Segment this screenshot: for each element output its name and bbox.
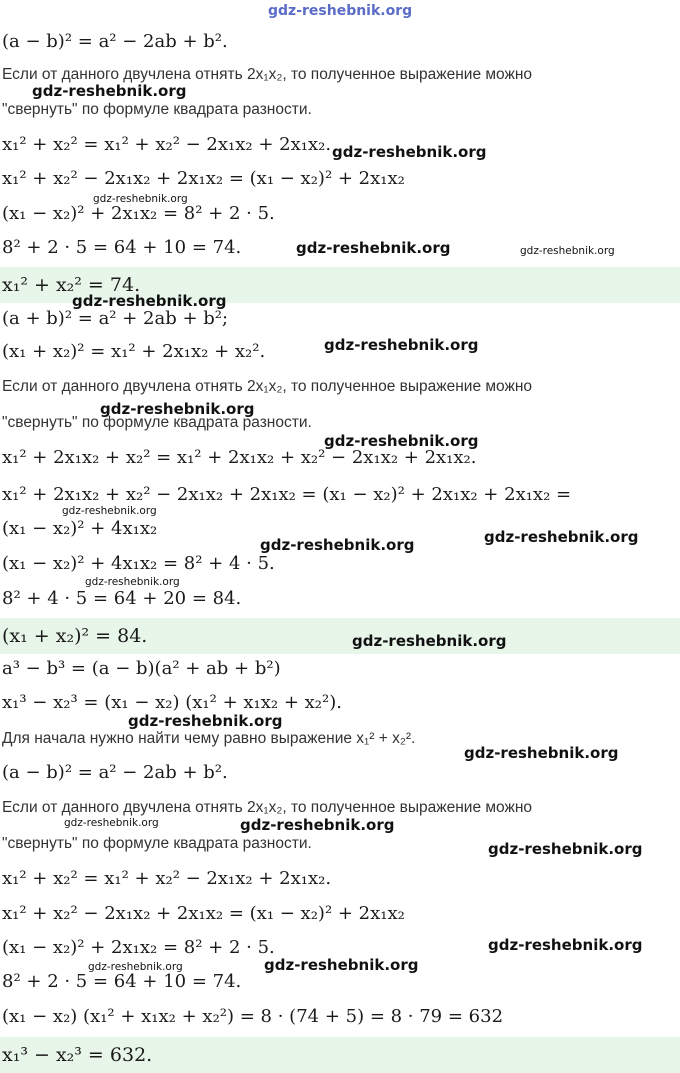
formula-line: x₁² + x₂² = x₁² + x₂² − 2x₁x₂ + 2x₁x₂.: [2, 870, 332, 888]
text-line: "свернуть" по формуле квадрата разности.: [2, 102, 312, 118]
watermark: gdz-reshebnik.org: [324, 432, 479, 450]
watermark: gdz-reshebnik.org: [240, 816, 395, 834]
watermark: gdz-reshebnik.org: [484, 528, 639, 546]
answer-line: x₁² + x₂² = 74.: [0, 267, 680, 303]
watermark: gdz-reshebnik.org: [268, 3, 413, 19]
formula-line: (x₁ − x₂)² + 2x₁x₂ = 8² + 2 · 5.: [2, 939, 275, 957]
text-line: Если от данного двучлена отнять 2x₁x₂, то полученное выражение можно: [2, 67, 533, 83]
watermark: gdz-reshebnik.org: [352, 632, 507, 650]
formula-line: (a − b)² = a² − 2ab + b².: [2, 764, 228, 782]
text-line: "свернуть" по формуле квадрата разности.: [2, 415, 312, 431]
watermark: gdz-reshebnik.org: [264, 956, 419, 974]
formula-line: x₁³ − x₂³ = (x₁ − x₂) (x₁² + x₁x₂ + x₂²).: [2, 694, 342, 712]
formula-line: x₁² + 2x₁x₂ + x₂² − 2x₁x₂ + 2x₁x₂ = (x₁ − x₂)² + 2x₁x₂ + 2x₁x₂ =: [2, 486, 572, 504]
answer-line: (x₁ + x₂)² = 84.: [0, 618, 680, 654]
formula-line: x₁² + x₂² − 2x₁x₂ + 2x₁x₂ = (x₁ − x₂)² + 2x₁x₂: [2, 905, 405, 923]
watermark: gdz-reshebnik.org: [520, 245, 615, 257]
watermark: gdz-reshebnik.org: [62, 505, 157, 517]
text-line: "свернуть" по формуле квадрата разности.: [2, 836, 312, 852]
watermark: gdz-reshebnik.org: [488, 936, 643, 954]
formula-line: 8² + 2 · 5 = 64 + 10 = 74.: [2, 239, 242, 257]
watermark: gdz-reshebnik.org: [85, 576, 180, 588]
watermark: gdz-reshebnik.org: [464, 744, 619, 762]
text-line: Если от данного двучлена отнять 2x₁x₂, то полученное выражение можно: [2, 379, 533, 395]
formula-line: 8² + 2 · 5 = 64 + 10 = 74.: [2, 973, 242, 991]
formula-line: x₁² + x₂² − 2x₁x₂ + 2x₁x₂ = (x₁ − x₂)² + 2x₁x₂: [2, 170, 405, 188]
watermark: gdz-reshebnik.org: [88, 961, 183, 973]
watermark: gdz-reshebnik.org: [296, 239, 451, 257]
answer-line: x₁³ − x₂³ = 632.: [0, 1037, 680, 1073]
watermark: gdz-reshebnik.org: [32, 82, 187, 100]
watermark: gdz-reshebnik.org: [128, 712, 283, 730]
watermark: gdz-reshebnik.org: [324, 336, 479, 354]
formula-line: x₁² + 2x₁x₂ + x₂² = x₁² + 2x₁x₂ + x₂² − 2x₁x₂ + 2x₁x₂.: [2, 449, 477, 467]
formula-line: (x₁ − x₂)² + 4x₁x₂ = 8² + 4 · 5.: [2, 555, 275, 573]
watermark: gdz-reshebnik.org: [332, 143, 487, 161]
formula-line: a³ − b³ = (a − b)(a² + ab + b²): [2, 660, 281, 678]
text-line: Если от данного двучлена отнять 2x₁x₂, то полученное выражение можно: [2, 800, 533, 816]
watermark: gdz-reshebnik.org: [100, 400, 255, 418]
watermark: gdz-reshebnik.org: [488, 840, 643, 858]
formula-line: (x₁ − x₂)² + 4x₁x₂: [2, 520, 158, 538]
formula-line: (a + b)² = a² + 2ab + b²;: [2, 310, 229, 328]
watermark: gdz-reshebnik.org: [260, 536, 415, 554]
watermark: gdz-reshebnik.org: [72, 292, 227, 310]
watermark: gdz-reshebnik.org: [64, 817, 159, 829]
watermark: gdz-reshebnik.org: [93, 193, 188, 205]
formula-line: (a − b)² = a² − 2ab + b².: [2, 33, 228, 51]
formula-line: (x₁ + x₂)² = x₁² + 2x₁x₂ + x₂².: [2, 343, 266, 361]
text-line: Для начала нужно найти чему равно выражение x₁² + x₂².: [2, 731, 416, 747]
formula-line: (x₁ − x₂)² + 2x₁x₂ = 8² + 2 · 5.: [2, 205, 275, 223]
formula-line: (x₁ − x₂) (x₁² + x₁x₂ + x₂²) = 8 · (74 + 5) = 8 · 79 = 632: [2, 1008, 504, 1026]
formula-line: x₁² + x₂² = x₁² + x₂² − 2x₁x₂ + 2x₁x₂.: [2, 136, 332, 154]
formula-line: 8² + 4 · 5 = 64 + 20 = 84.: [2, 590, 242, 608]
